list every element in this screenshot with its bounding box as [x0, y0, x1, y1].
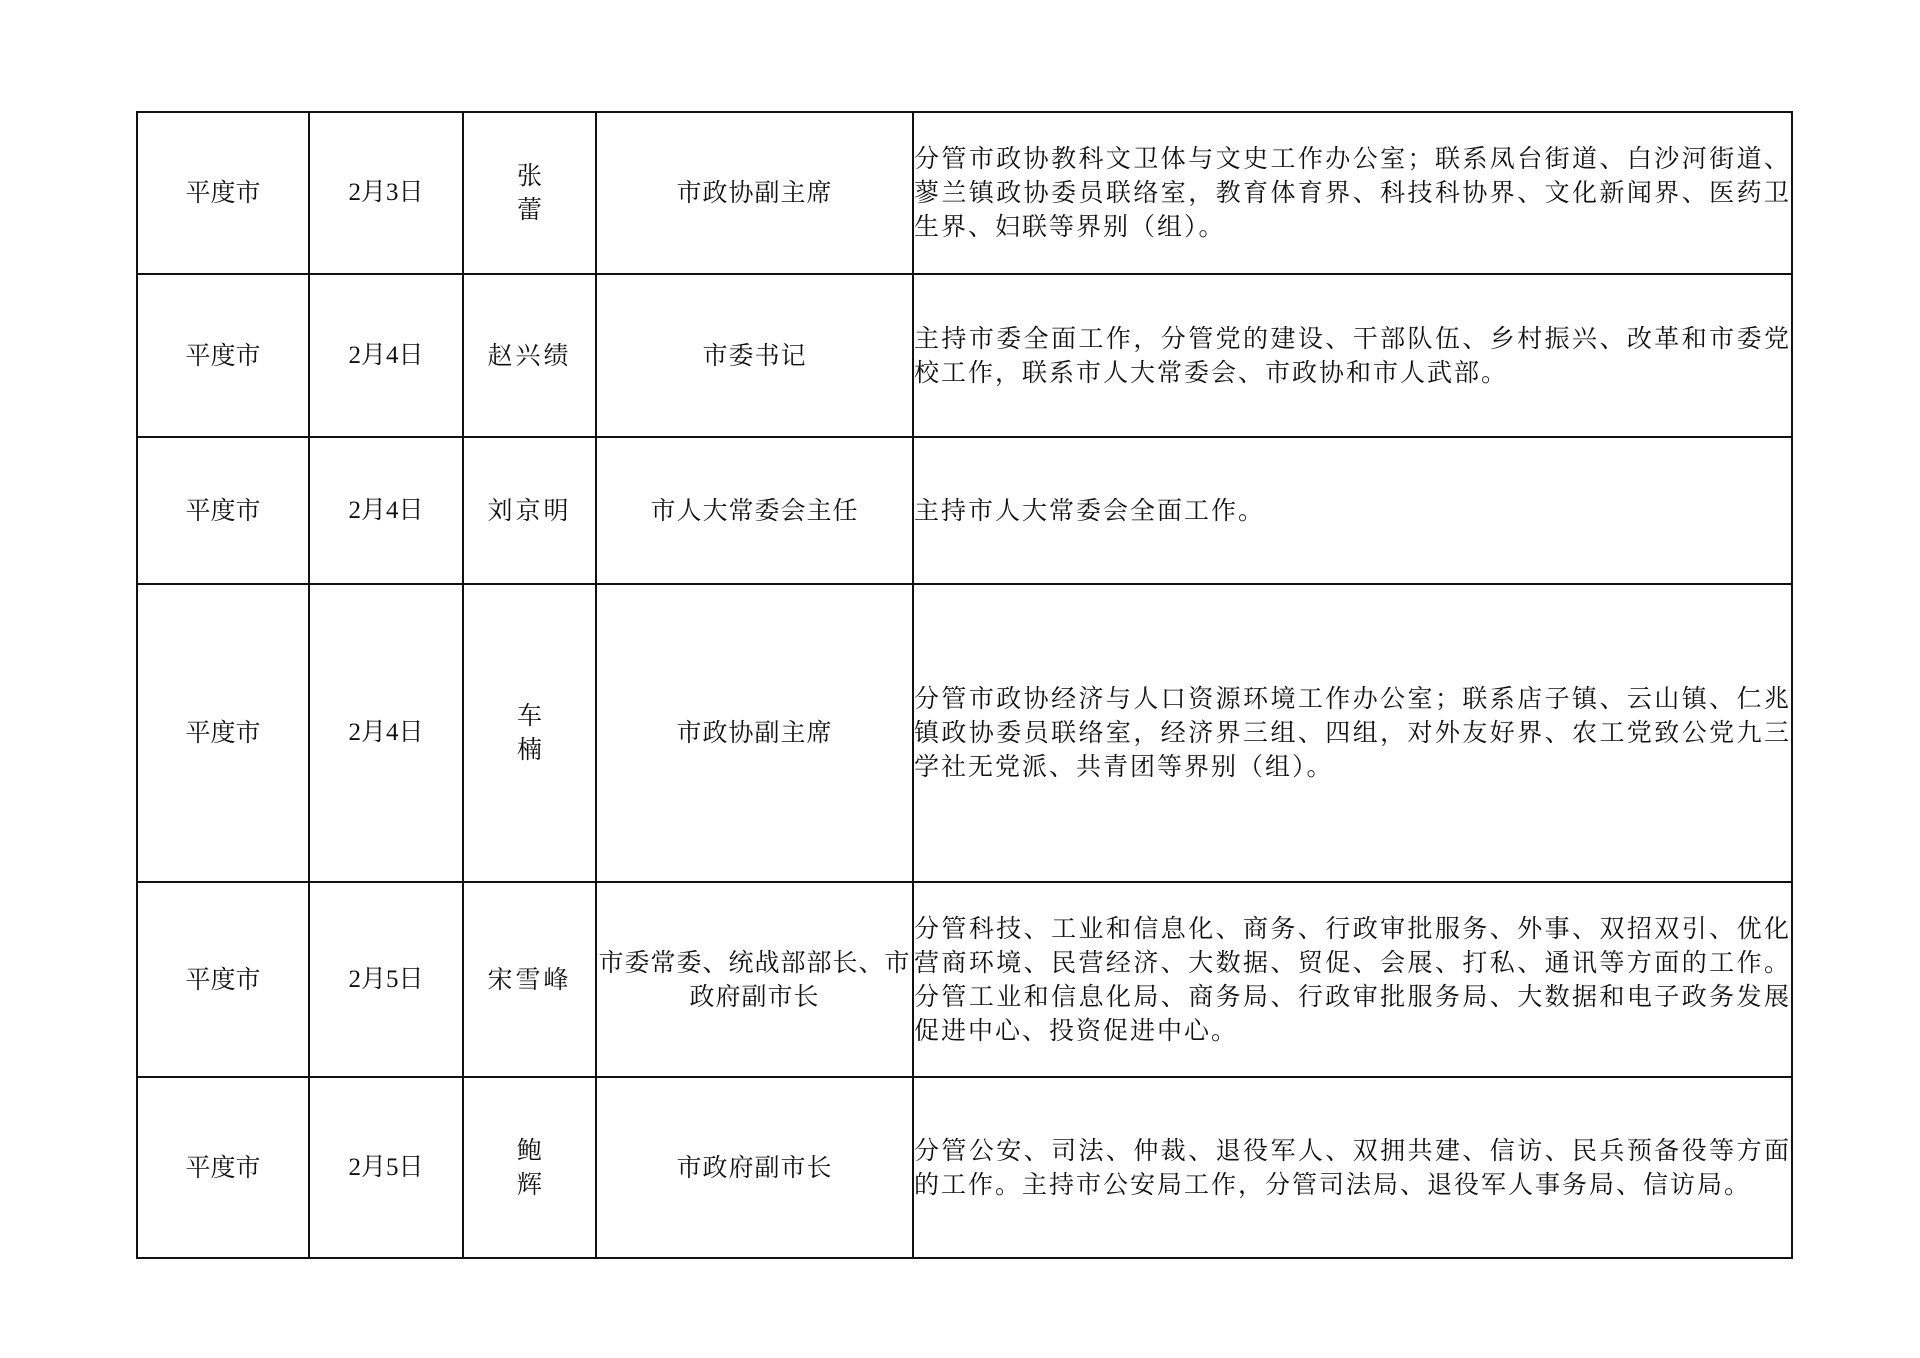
title-cell: 市委常委、统战部部长、市政府副市长	[596, 882, 913, 1077]
city-cell: 平度市	[137, 584, 309, 882]
duties-cell: 主持市委全面工作，分管党的建设、干部队伍、乡村振兴、改革和市委党校工作，联系市人大常委会、市政协和市人武部。	[913, 274, 1792, 437]
name-cell: 鲍 辉	[463, 1077, 596, 1258]
title-cell: 市人大常委会主任	[596, 437, 913, 584]
date-cell: 2月5日	[309, 882, 463, 1077]
table-row	[137, 112, 1792, 274]
title-cell: 市委书记	[596, 274, 913, 437]
date-cell: 2月4日	[309, 437, 463, 584]
table-row	[137, 437, 1792, 584]
duties-cell: 分管科技、工业和信息化、商务、行政审批服务、外事、双招双引、优化营商环境、民营经济、大数据、贸促、会展、打私、通讯等方面的工作。分管工业和信息化局、商务局、行政审批服务局、大数据和电子政务发展促进中心、投资促进中心。	[913, 882, 1792, 1077]
name-cell: 赵兴绩	[463, 274, 596, 437]
city-cell: 平度市	[137, 274, 309, 437]
title-cell: 市政府副市长	[596, 1077, 913, 1258]
date-cell: 2月5日	[309, 1077, 463, 1258]
name-cell: 刘京明	[463, 437, 596, 584]
duties-cell: 分管市政协经济与人口资源环境工作办公室；联系店子镇、云山镇、仁兆镇政协委员联络室，经济界三组、四组，对外友好界、农工党致公党九三学社无党派、共青团等界别（组）。	[913, 584, 1792, 882]
table-row	[137, 882, 1792, 1077]
date-cell: 2月4日	[309, 584, 463, 882]
duties-cell: 分管公安、司法、仲裁、退役军人、双拥共建、信访、民兵预备役等方面的工作。主持市公安局工作，分管司法局、退役军人事务局、信访局。	[913, 1077, 1792, 1258]
duties-cell: 主持市人大常委会全面工作。	[913, 437, 1792, 584]
city-cell: 平度市	[137, 437, 309, 584]
name-cell: 张 蕾	[463, 112, 596, 274]
table-row	[137, 274, 1792, 437]
duties-cell: 分管市政协教科文卫体与文史工作办公室；联系凤台街道、白沙河街道、蓼兰镇政协委员联络室，教育体育界、科技科协界、文化新闻界、医药卫生界、妇联等界别（组）。	[913, 112, 1792, 274]
name-cell: 宋雪峰	[463, 882, 596, 1077]
title-cell: 市政协副主席	[596, 584, 913, 882]
date-cell: 2月4日	[309, 274, 463, 437]
table-row	[137, 584, 1792, 882]
name-cell: 车 楠	[463, 584, 596, 882]
city-cell: 平度市	[137, 882, 309, 1077]
title-cell: 市政协副主席	[596, 112, 913, 274]
schedule-table	[136, 111, 1793, 1259]
city-cell: 平度市	[137, 112, 309, 274]
city-cell: 平度市	[137, 1077, 309, 1258]
date-cell: 2月3日	[309, 112, 463, 274]
table-row	[137, 1077, 1792, 1258]
